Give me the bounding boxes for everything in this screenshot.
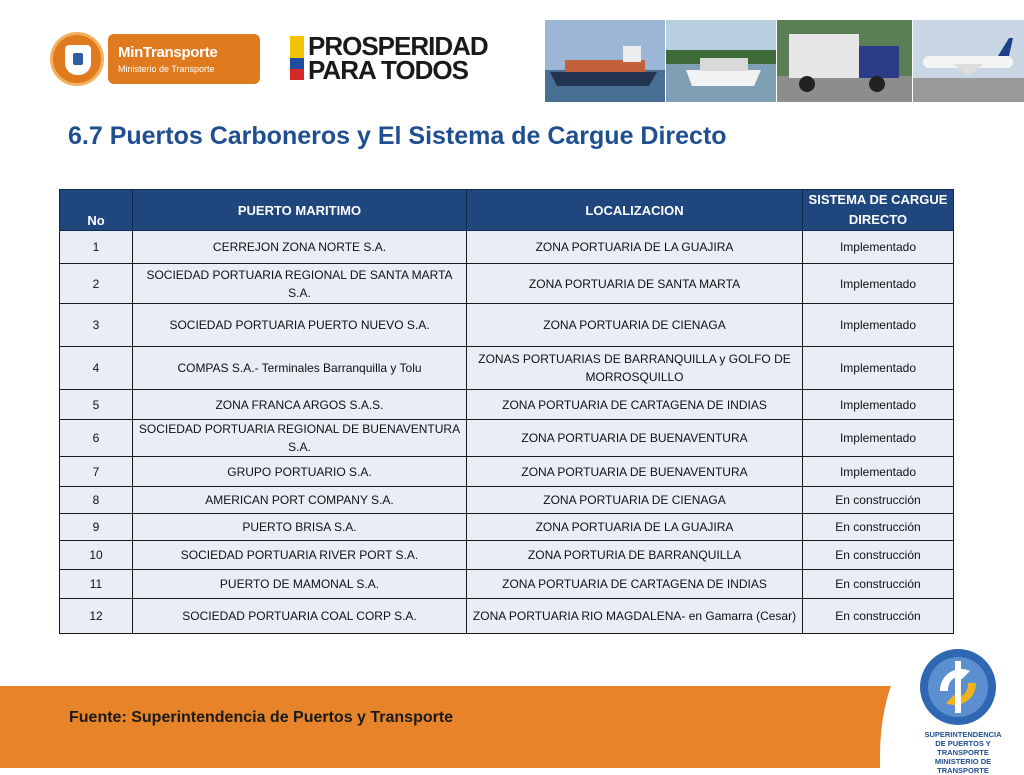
cell-no: 6 xyxy=(60,420,133,457)
cell-no: 10 xyxy=(60,541,133,570)
table-row xyxy=(60,347,954,390)
table-row xyxy=(60,304,954,347)
table-row xyxy=(60,514,954,541)
slogan-line-1: PROSPERIDAD xyxy=(308,31,488,61)
cell-port: SOCIEDAD PORTUARIA REGIONAL DE SANTA MARTA S.A. xyxy=(133,264,467,304)
cell-location: ZONA PORTURIA DE BARRANQUILLA xyxy=(467,541,803,570)
cell-location: ZONA PORTUARIA DE CIENAGA xyxy=(467,304,803,347)
cell-no: 11 xyxy=(60,570,133,599)
table-row xyxy=(60,457,954,487)
table-row xyxy=(60,487,954,514)
cell-port: SOCIEDAD PORTUARIA COAL CORP S.A. xyxy=(133,599,467,634)
cell-status: Implementado xyxy=(803,390,954,420)
ministry-name: MinTransporte xyxy=(118,44,218,61)
cell-no: 1 xyxy=(60,231,133,264)
table-row xyxy=(60,231,954,264)
cell-port: PUERTO DE MAMONAL S.A. xyxy=(133,570,467,599)
cell-no: 2 xyxy=(60,264,133,304)
cell-no: 9 xyxy=(60,514,133,541)
coat-of-arms-icon xyxy=(50,32,104,86)
cell-location-line-1: ZONAS PORTUARIAS DE BARRANQUILLA y GOLFO DE xyxy=(478,352,791,366)
header-port: PUERTO MARITIMO xyxy=(133,190,467,231)
ports-table xyxy=(59,189,954,634)
cell-no: 3 xyxy=(60,304,133,347)
prosperidad-logo xyxy=(290,31,500,85)
cell-status: Implementado xyxy=(803,231,954,264)
table-header-row xyxy=(60,190,954,231)
cell-status: En construcción xyxy=(803,570,954,599)
table-row xyxy=(60,264,954,304)
cell-no: 5 xyxy=(60,390,133,420)
cell-location: ZONA PORTUARIA DE LA GUAJIRA xyxy=(467,231,803,264)
cell-location: ZONA PORTUARIA DE CIENAGA xyxy=(467,487,803,514)
cell-port: ZONA FRANCA ARGOS S.A.S. xyxy=(133,390,467,420)
cell-port: SOCIEDAD PORTUARIA PUERTO NUEVO S.A. xyxy=(133,304,467,347)
table-row xyxy=(60,599,954,634)
ministry-subtitle: Ministerio de Transporte xyxy=(118,64,215,74)
source-note: Fuente: Superintendencia de Puertos y Transporte xyxy=(69,709,454,726)
airplane-photo xyxy=(913,20,1024,102)
cell-port: SOCIEDAD PORTUARIA RIVER PORT S.A. xyxy=(133,541,467,570)
seal-line-2: DE PUERTOS Y TRANSPORTE xyxy=(935,739,991,757)
cell-status: Implementado xyxy=(803,264,954,304)
footer-band xyxy=(0,686,1024,768)
passenger-boat-photo xyxy=(666,20,776,102)
cell-status: En construcción xyxy=(803,514,954,541)
cell-status: Implementado xyxy=(803,347,954,390)
cell-location: ZONA PORTUARIA DE SANTA MARTA xyxy=(467,264,803,304)
table-row xyxy=(60,390,954,420)
superintendencia-seal-icon xyxy=(918,647,998,727)
cell-status: Implementado xyxy=(803,304,954,347)
header-system-line-1: SISTEMA DE CARGUE xyxy=(808,192,948,207)
cell-port: AMERICAN PORT COMPANY S.A. xyxy=(133,487,467,514)
cell-port: SOCIEDAD PORTUARIA REGIONAL DE BUENAVENTURA S.A. xyxy=(133,420,467,457)
ministry-badge xyxy=(108,34,260,84)
cell-port: CERREJON ZONA NORTE S.A. xyxy=(133,231,467,264)
mintransporte-logo xyxy=(50,32,260,86)
cargo-ship-photo xyxy=(545,20,665,102)
cell-no: 12 xyxy=(60,599,133,634)
cell-port: COMPAS S.A.- Terminales Barranquilla y Tolu xyxy=(133,347,467,390)
cell-location: ZONA PORTUARIA DE LA GUAJIRA xyxy=(467,514,803,541)
table-row xyxy=(60,570,954,599)
table-row xyxy=(60,420,954,457)
cell-location: ZONA PORTUARIA DE CARTAGENA DE INDIAS xyxy=(467,570,803,599)
transport-photo-strip xyxy=(545,20,1024,102)
table-row xyxy=(60,541,954,570)
cell-no: 4 xyxy=(60,347,133,390)
slogan-line-2: PARA TODOS xyxy=(308,55,468,85)
cell-status: En construcción xyxy=(803,599,954,634)
cell-location-line-2: MORROSQUILLO xyxy=(585,370,684,384)
cell-location: ZONA PORTUARIA DE BUENAVENTURA xyxy=(467,457,803,487)
truck-photo xyxy=(777,20,912,102)
colombia-flag-icon xyxy=(290,36,304,80)
page-title: 6.7 Puertos Carboneros y El Sistema de Cargue Directo xyxy=(68,122,727,150)
cell-no: 8 xyxy=(60,487,133,514)
cell-status: En construcción xyxy=(803,487,954,514)
cell-status: En construcción xyxy=(803,541,954,570)
cell-status: Implementado xyxy=(803,457,954,487)
seal-line-1: SUPERINTENDENCIA xyxy=(924,730,1002,739)
header-system xyxy=(803,190,954,231)
cell-no: 7 xyxy=(60,457,133,487)
header-system-line-2: DIRECTO xyxy=(848,212,908,227)
cell-port: GRUPO PORTUARIO S.A. xyxy=(133,457,467,487)
cell-port: PUERTO BRISA S.A. xyxy=(133,514,467,541)
cell-location: ZONA PORTUARIA RIO MAGDALENA- en Gamarra (Cesar) xyxy=(467,599,803,634)
seal-line-3: MINISTERIO DE TRANSPORTE xyxy=(934,757,992,775)
cell-status: Implementado xyxy=(803,420,954,457)
cell-location: ZONA PORTUARIA DE BUENAVENTURA xyxy=(467,420,803,457)
header-location: LOCALIZACION xyxy=(467,190,803,231)
cell-location: ZONA PORTUARIA DE CARTAGENA DE INDIAS xyxy=(467,390,803,420)
header-no: No xyxy=(60,190,133,231)
cell-location xyxy=(467,347,803,390)
seal-label xyxy=(913,730,1013,775)
